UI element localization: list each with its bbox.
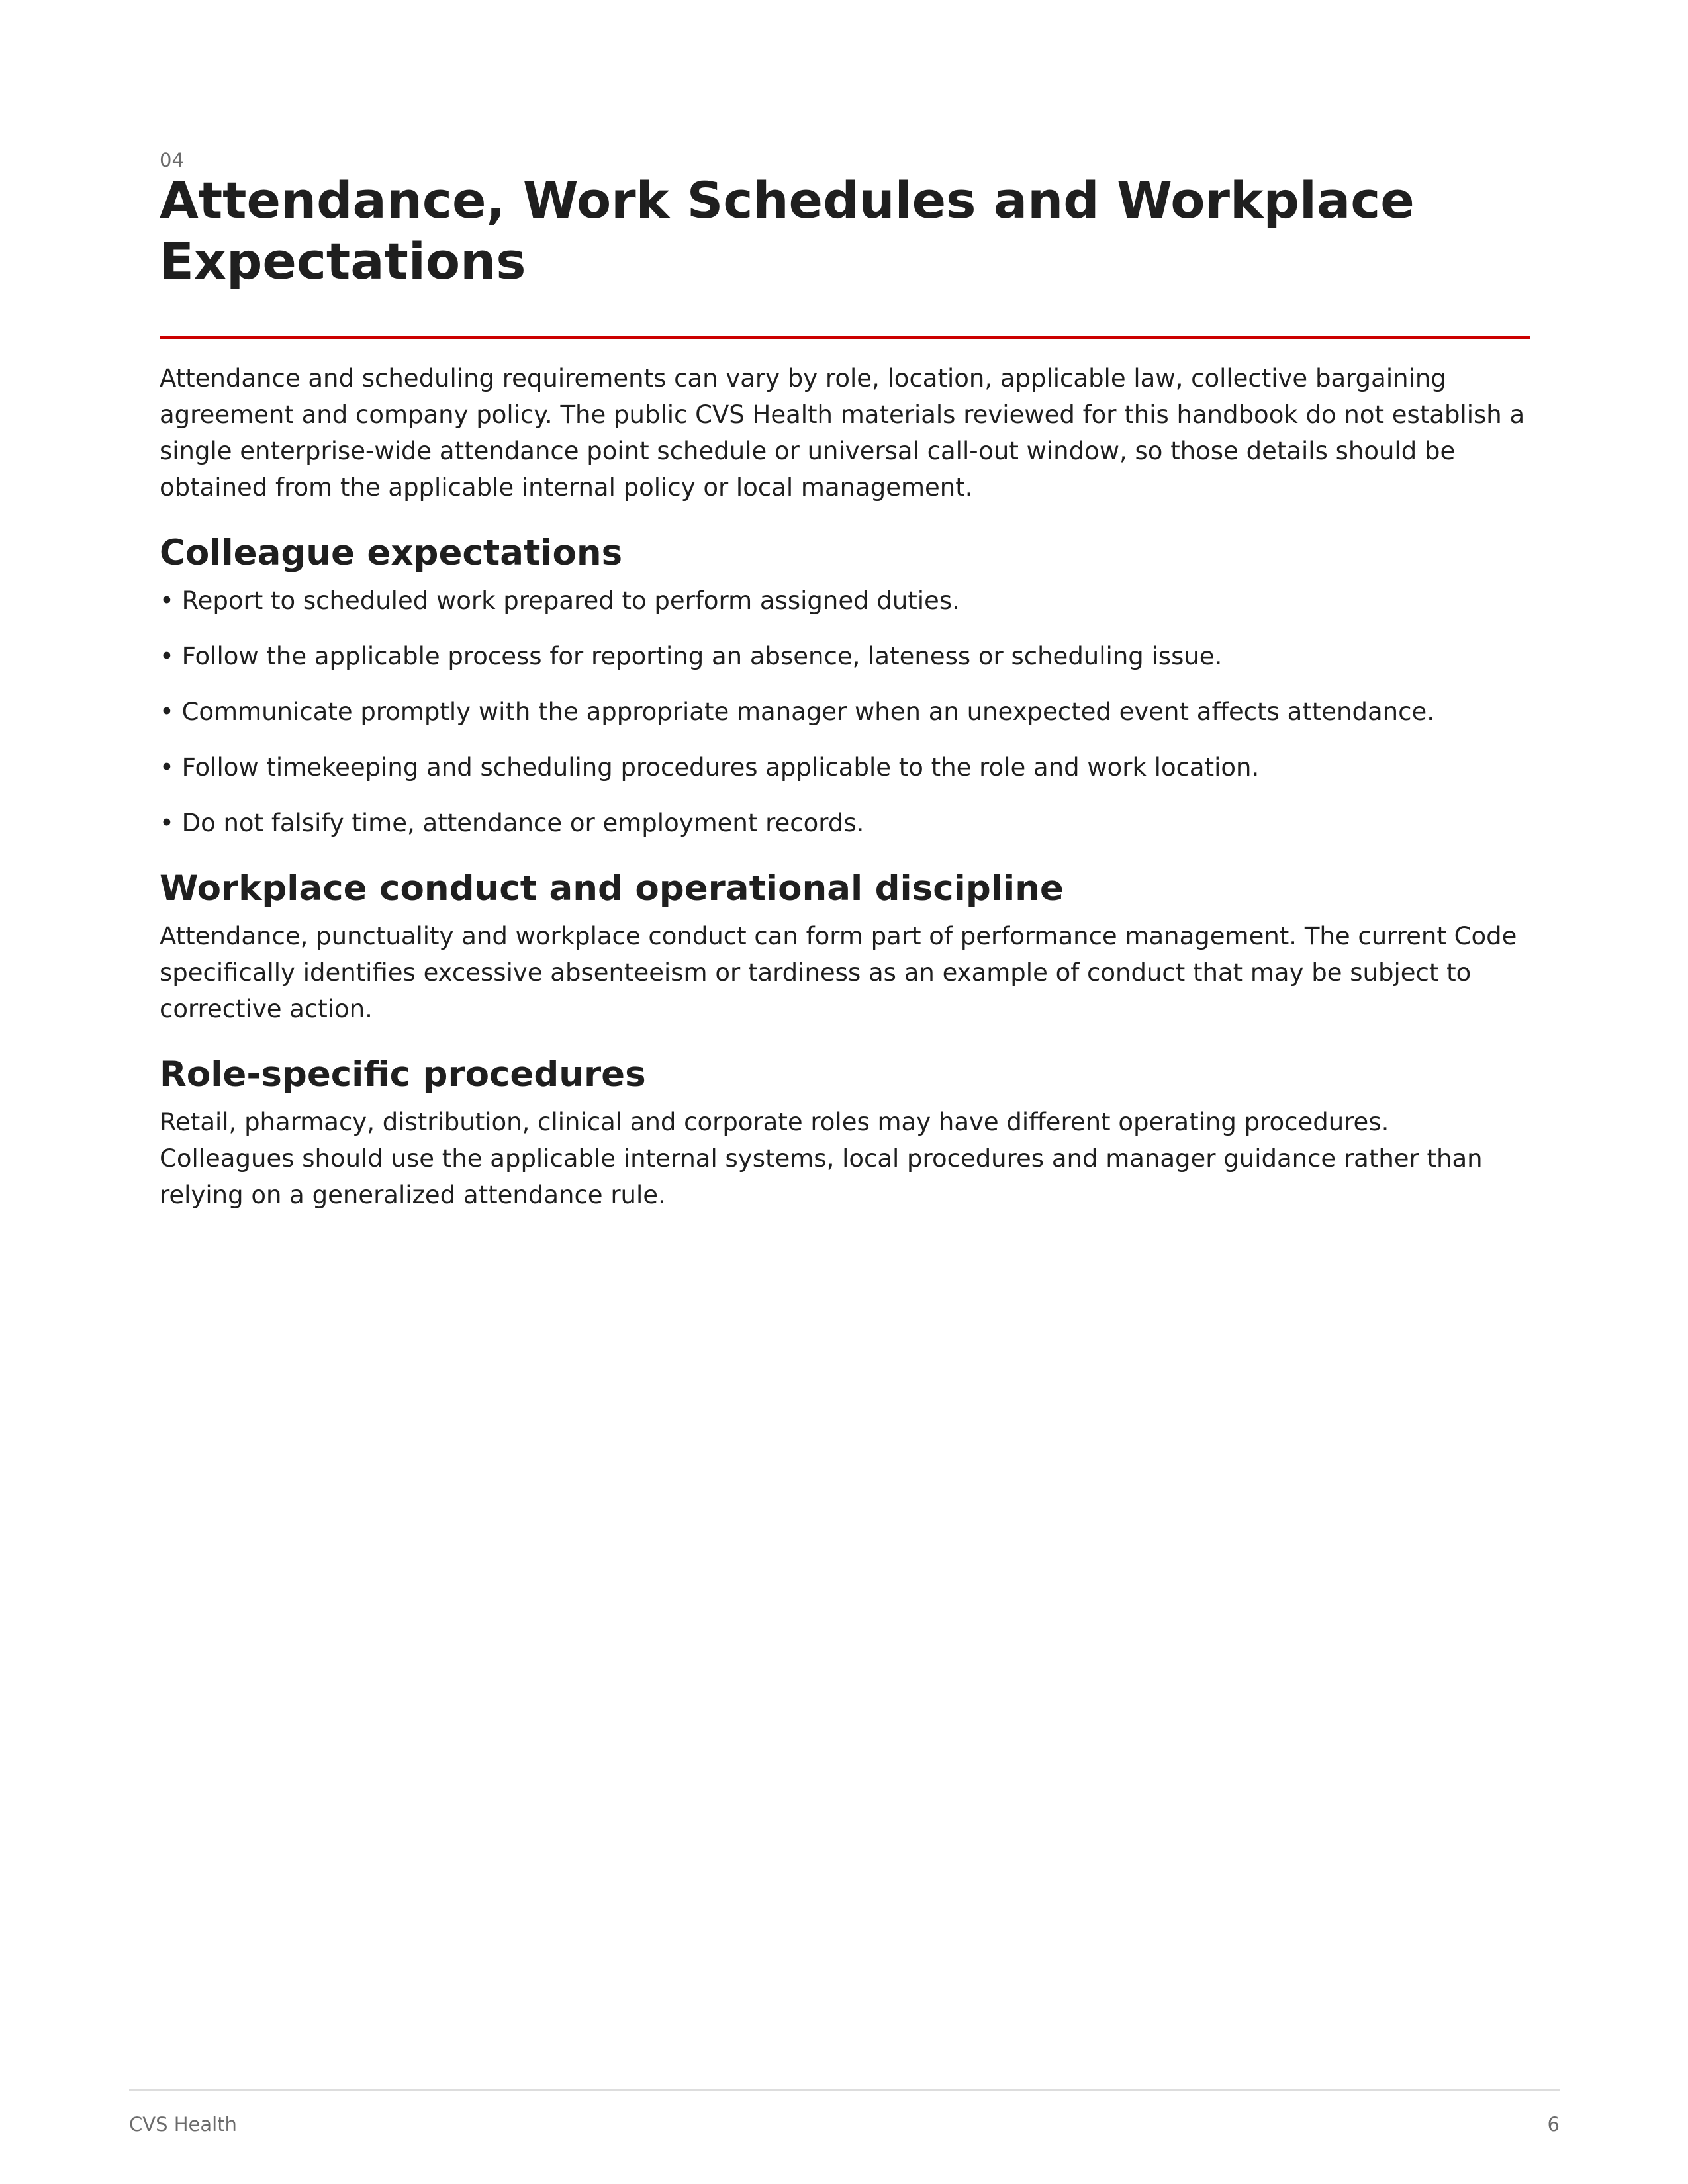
bullet-list [160,582,1530,841]
list-item: • Follow timekeeping and scheduling procedures applicable to the role and work location. [160,753,1260,782]
section-heading-colleague-expectations: Colleague expectations [160,533,623,573]
list-item: • Report to scheduled work prepared to perform assigned duties. [160,586,960,615]
list-item: • Do not falsify time, attendance or employment records. [160,809,865,837]
workplace-conduct-paragraph: Attendance, punctuality and workplace conduct can form part of performance management. The current Code specifically identifies excessive absenteeism or tardiness as an example of conduct that may be subject to corrective action. [160,922,1517,1023]
list-item: • Communicate promptly with the appropriate manager when an unexpected event affects attendance. [160,698,1434,726]
footer-company-name: CVS Health [129,2113,237,2136]
footer-divider [129,2089,1560,2091]
section-number: 04 [160,149,184,171]
title-divider [160,336,1530,339]
content-body [160,360,1530,1213]
page-content [160,147,1530,1209]
list-item: • Follow the applicable process for reporting an absence, lateness or scheduling issue. [160,642,1223,670]
page-title: Attendance, Work Schedules and Workplace Expectations [160,171,1415,291]
role-specific-paragraph: Retail, pharmacy, distribution, clinical and corporate roles may have different operating procedures. Colleagues should use the applicable internal systems, local procedures and manager guidance rather than relying on a generalized attendance rule. [160,1108,1483,1209]
section-heading-role-specific: Role-specific procedures [160,1054,646,1095]
footer-page-number: 6 [1547,2113,1560,2136]
section-heading-workplace-conduct: Workplace conduct and operational discipline [160,868,1064,909]
intro-paragraph: Attendance and scheduling requirements can vary by role, location, applicable law, collective bargaining agreement and company policy. The public CVS Health materials reviewed for this handbook do not establish a single enterprise-wide attendance point schedule or universal call-out window, so those details should be obtained from the applicable internal policy or local management. [160,364,1525,502]
